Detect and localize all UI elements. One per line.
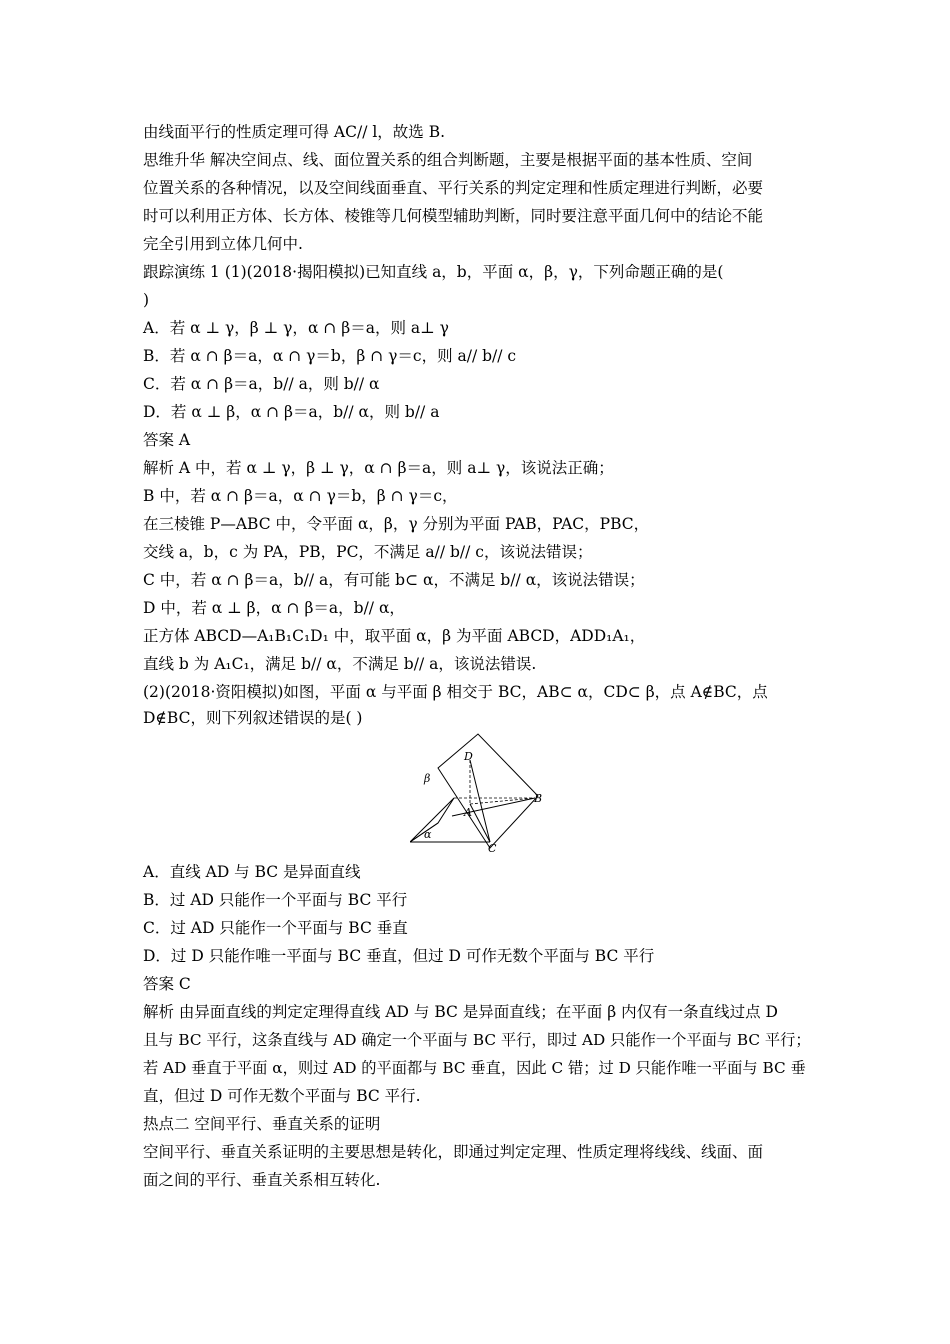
alpha-left-edge — [410, 798, 454, 842]
answer-line: 答案 A — [143, 431, 191, 449]
text-line: 跟踪演练 1 (1)(2018·揭阳模拟)已知直线 a，b，平面 α，β，γ，下列命题正确的是( — [143, 263, 724, 281]
planes-figure-svg — [410, 730, 545, 852]
label-a: A — [464, 806, 472, 819]
answer-line: 答案 C — [143, 975, 191, 993]
label-b: B — [534, 792, 543, 805]
text-line: D∉BC，则下列叙述错误的是( ) — [143, 709, 363, 727]
option-b: B．若 α ∩ β＝a，α ∩ γ＝b，β ∩ γ＝c，则 a// b// c — [143, 347, 517, 365]
text-line: 交线 a，b，c 为 PA，PB，PC，不满足 a// b// c，该说法错误； — [143, 543, 593, 561]
option-d: D．过 D 只能作唯一平面与 BC 垂直，但过 D 可作无数个平面与 BC 平行 — [143, 947, 655, 965]
text-line: 若 AD 垂直于平面 α，则过 AD 的平面都与 BC 垂直，因此 C 错；过 D 只能作唯一平面与 BC 垂 — [143, 1059, 806, 1077]
text-line: 思维升华 解决空间点、线、面位置关系的组合判断题，主要是根据平面的基本性质、空间 — [143, 151, 753, 169]
text-line: 位置关系的各种情况，以及空间线面垂直、平行关系的判定定理和性质定理进行判断，必要 — [143, 179, 764, 197]
text-line: 直线 b 为 A₁C₁，满足 b// α，不满足 b// a，该说法错误. — [143, 655, 537, 673]
text-line: 且与 BC 平行，这条直线与 AD 确定一个平面与 BC 平行，即过 AD 只能作一个平面与 BC 平行； — [143, 1031, 811, 1049]
text-line: (2)(2018·资阳模拟)如图，平面 α 与平面 β 相交于 BC，AB⊂ α，CD⊂ β，点 A∉BC，点 — [143, 683, 768, 701]
text-line: 面之间的平行、垂直关系相互转化. — [143, 1171, 381, 1189]
option-d: D．若 α ⊥ β，α ∩ β＝a，b// α，则 b// a — [143, 403, 440, 421]
text-line: 直，但过 D 可作无数个平面与 BC 平行. — [143, 1087, 421, 1105]
text-line: D 中，若 α ⊥ β，α ∩ β＝a，b// α， — [143, 599, 405, 617]
label-alpha: α — [424, 828, 432, 841]
text-line: 完全引用到立体几何中. — [143, 235, 303, 253]
segment-dc — [470, 760, 490, 842]
text-line: C 中，若 α ∩ β＝a，b// a，有可能 b⊂ α，不满足 b// α，该说法错误； — [143, 571, 645, 589]
text-line: 空间平行、垂直关系证明的主要思想是转化，即通过判定定理、性质定理将线线、线面、面 — [143, 1143, 764, 1161]
label-beta: β — [424, 772, 431, 785]
geometry-figure — [410, 730, 545, 852]
option-b: B．过 AD 只能作一个平面与 BC 平行 — [143, 891, 408, 909]
option-c: C．过 AD 只能作一个平面与 BC 垂直 — [143, 919, 408, 937]
section-heading: 热点二 空间平行、垂直关系的证明 — [143, 1115, 381, 1133]
text-line: 由线面平行的性质定理可得 AC// l，故选 B. — [143, 123, 446, 141]
label-d: D — [464, 750, 473, 763]
plane-beta — [438, 734, 538, 848]
option-a: A．直线 AD 与 BC 是异面直线 — [143, 863, 361, 881]
text-line: B 中，若 α ∩ β＝a，α ∩ γ＝b，β ∩ γ＝c， — [143, 487, 458, 505]
text-line: ) — [143, 291, 150, 309]
text-line: 时可以利用正方体、长方体、棱锥等几何模型辅助判断，同时要注意平面几何中的结论不能 — [143, 207, 764, 225]
text-line: 在三棱锥 P—ABC 中，令平面 α，β，γ 分别为平面 PAB，PAC，PBC， — [143, 515, 650, 533]
option-c: C．若 α ∩ β＝a，b// a，则 b// α — [143, 375, 380, 393]
analysis-line: 解析 A 中，若 α ⊥ γ，β ⊥ γ，α ∩ β＝a，则 a⊥ γ，该说法正确； — [143, 459, 614, 477]
analysis-line: 解析 由异面直线的判定定理得直线 AD 与 BC 是异面直线；在平面 β 内仅有一条直线过点 D — [143, 1003, 778, 1021]
option-a: A．若 α ⊥ γ，β ⊥ γ，α ∩ β＝a，则 a⊥ γ — [143, 319, 449, 337]
label-c: C — [488, 842, 497, 852]
text-line: 正方体 ABCD—A₁B₁C₁D₁ 中，取平面 α，β 为平面 ABCD，ADD₁A₁， — [143, 627, 646, 645]
